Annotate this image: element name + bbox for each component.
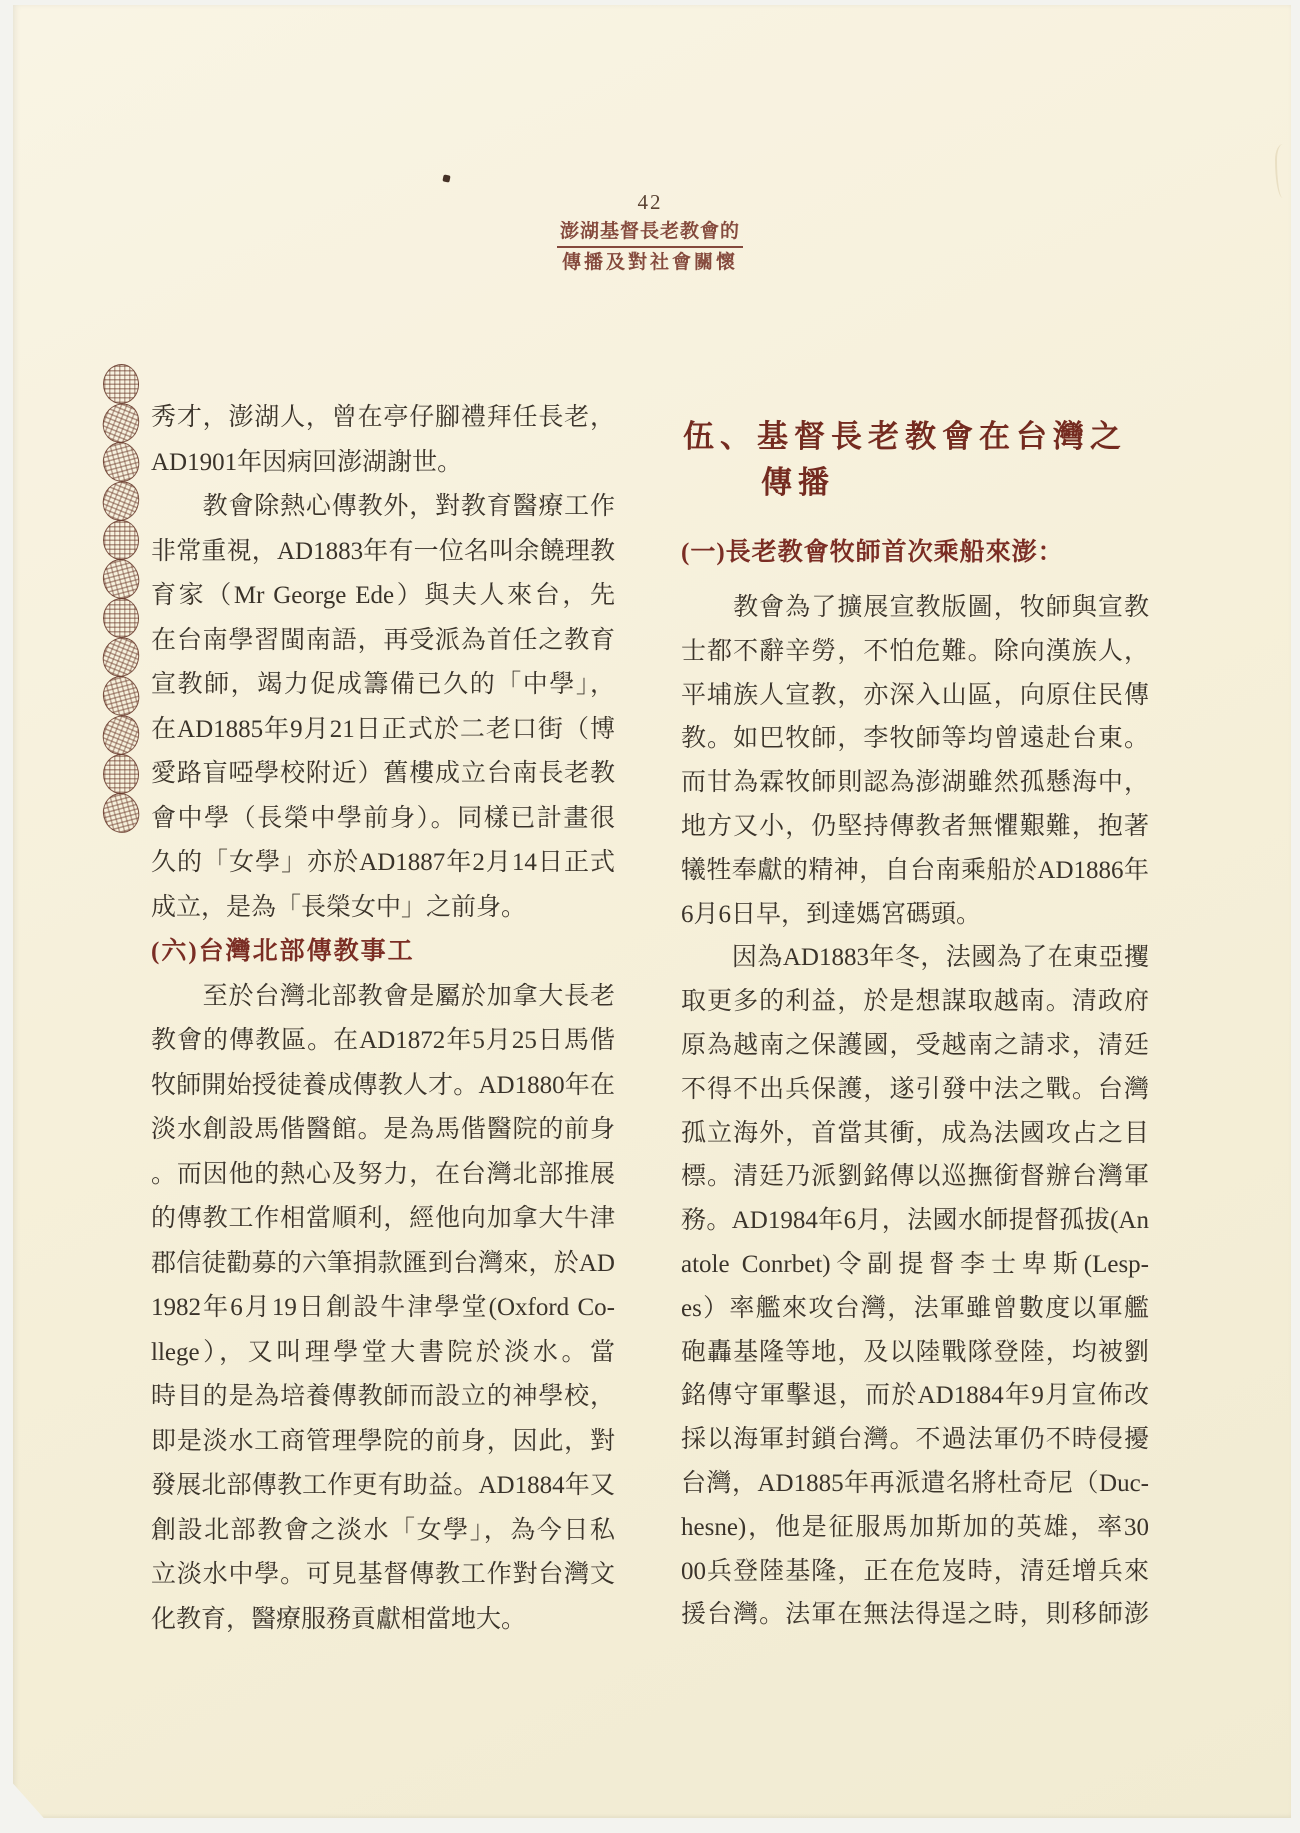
text-line: 育家（Mr George Ede）與夫人來台，先 [151,582,615,609]
seal-ornament [103,520,139,560]
text-line: 即是淡水工商管理學院的前身，因此，對 [151,1427,615,1455]
text-line: 化教育，醫療服務貢獻相當地大。 [151,1605,527,1633]
text-line: 採以海軍封鎖台灣。不過法軍仍不時侵擾 [681,1426,1149,1454]
document-title-line1: 澎湖基督長老教會的 [557,222,743,248]
page-number: 42 [637,190,663,214]
text-line: 援台灣。法軍在無法得逞之時，則移師澎 [681,1601,1149,1629]
text-line: 教會的傳教區。在AD1872年5月25日馬偕 [151,1027,615,1054]
ink-speck-artifact [442,174,450,182]
text-line: 地方又小，仍堅持傳教者無懼艱難，抱著 [681,812,1149,840]
text-line: llege），又叫理學堂大書院於淡水。當 [151,1338,615,1366]
text-line: 標。清廷乃派劉銘傳以巡撫銜督辦台灣軍 [681,1163,1149,1191]
text-line: 立淡水中學。可見基督傳教工作對台灣文 [151,1561,615,1588]
text-line: 愛路盲啞學校附近）舊樓成立台南長老教 [151,760,615,787]
text-line: 犧牲奉獻的精神，自台南乘船於AD1886年 [681,856,1149,884]
text-line: 教會為了擴展宣教版圖，牧師與宣教 [681,594,1149,621]
text-line: 成立，是為「長榮女中」之前身。 [151,893,527,921]
text-line: 在AD1885年9月21日正式於二老口街（博 [151,715,615,743]
text-line: 牧師開始授徒養成傳教人才。AD1880年在 [151,1071,615,1099]
text-line: 秀才，澎湖人，曾在亭仔腳禮拜任長老， [151,404,615,431]
section-heading-line1: 伍、基督長老教會在台灣之 [683,419,1127,454]
seal-ornament [103,754,139,794]
text-line: 00兵登陸基隆，正在危岌時，清廷增兵來 [681,1557,1149,1585]
text-line: 務。AD1984年6月，法國水師提督孤拔(An [681,1207,1149,1235]
text-line: 教會除熱心傳教外，對教育醫療工作 [151,493,615,520]
text-line: 郡信徒勸募的六筆捐款匯到台灣來，於AD [151,1249,615,1277]
text-line: 非常重視，AD1883年有一位名叫余饒理教 [151,537,615,565]
text-line: 。而因他的熱心及努力，在台灣北部推展 [151,1160,615,1188]
seal-ornament [98,672,143,720]
seal-ornament [97,632,145,683]
seal-ornament [98,555,143,603]
document-title-line2: 傳播及對社會關懷 [561,252,738,273]
seal-ornament [103,364,139,404]
text-line: 原為越南之保護國，受越南之請求，清廷 [681,1031,1149,1059]
text-line: 時目的是為培養傳教師而設立的神學校， [151,1383,615,1410]
seal-ornament [97,476,145,527]
text-line: 會中學（長榮中學前身）。同樣已計畫很 [151,804,615,832]
text-line: 宣教師，竭力促成籌備已久的「中學」， [151,671,615,698]
text-line: 砲轟基隆等地，及以陸戰隊登陸，均被劉 [681,1338,1149,1366]
text-line: 淡水創設馬偕醫館。是為馬偕醫院的前身 [151,1116,615,1143]
seal-ornament [103,598,139,638]
text-line: 孤立海外，首當其衝，成為法國攻占之目 [681,1119,1149,1147]
text-line: 6月6日早，到達媽宮碼頭。 [681,900,982,928]
text-line: 教。如巴牧師，李牧師等均曾遠赴台東。 [681,725,1149,753]
right-text-column [681,586,1149,1637]
text-line: es）率艦來攻台灣，法軍雖曾數度以軍艦 [681,1294,1149,1322]
seal-chain-decoration [101,365,141,832]
text-line: 取更多的利益，於是想謀取越南。清政府 [681,988,1149,1016]
text-line: 因為AD1883年冬，法國為了在東亞攫 [681,944,1149,972]
text-line: AD1901年因病回澎湖謝世。 [151,448,463,476]
document-title [0,222,1300,272]
page-header [0,190,1300,272]
text-line: atole Conrbet)令副提督李士卑斯(Lesp- [681,1250,1149,1278]
seal-ornament [97,398,145,449]
text-line: 的傳教工作相當順利，經他向加拿大牛津 [151,1205,615,1232]
text-line: 1982年6月19日創設牛津學堂(Oxford Co- [151,1294,615,1321]
seal-ornament [98,789,143,837]
seal-ornament [98,438,143,486]
text-line: 不得不出兵保護，遂引發中法之戰。台灣 [681,1075,1149,1103]
text-line: 在台南學習閩南語，再受派為首任之教育 [151,626,615,654]
text-line: 台灣，AD1885年再派遣名將杜奇尼（Duc- [681,1469,1149,1497]
text-line: 創設北部教會之淡水「女學」，為今日私 [151,1516,615,1544]
text-line: 發展北部傳教工作更有助益。AD1884年又 [151,1472,615,1499]
seal-ornament [97,710,145,761]
text-line: 至於台灣北部教會是屬於加拿大長老 [151,982,615,1010]
text-line: 久的「女學」亦於AD1887年2月14日正式 [151,849,615,876]
text-line: 而甘為霖牧師則認為澎湖雖然孤懸海中， [681,769,1149,797]
text-line: 平埔族人宣教，亦深入山區，向原住民傳 [681,681,1149,709]
subsection-heading: (一)長老教會牧師首次乘船來澎： [681,539,1064,566]
text-line: hesne)，他是征服馬加斯加的英雄，率30 [681,1513,1149,1541]
text-line: 銘傳守軍擊退，而於AD1884年9月宣佈改 [681,1382,1149,1410]
left-text-column [151,396,615,1642]
subsection-heading: (六)台灣北部傳教事工 [151,938,415,965]
section-heading [683,414,1163,506]
section-heading-line2: 傳播 [761,465,835,500]
text-line: 士都不辭辛勞，不怕危難。除向漢族人， [681,637,1149,665]
